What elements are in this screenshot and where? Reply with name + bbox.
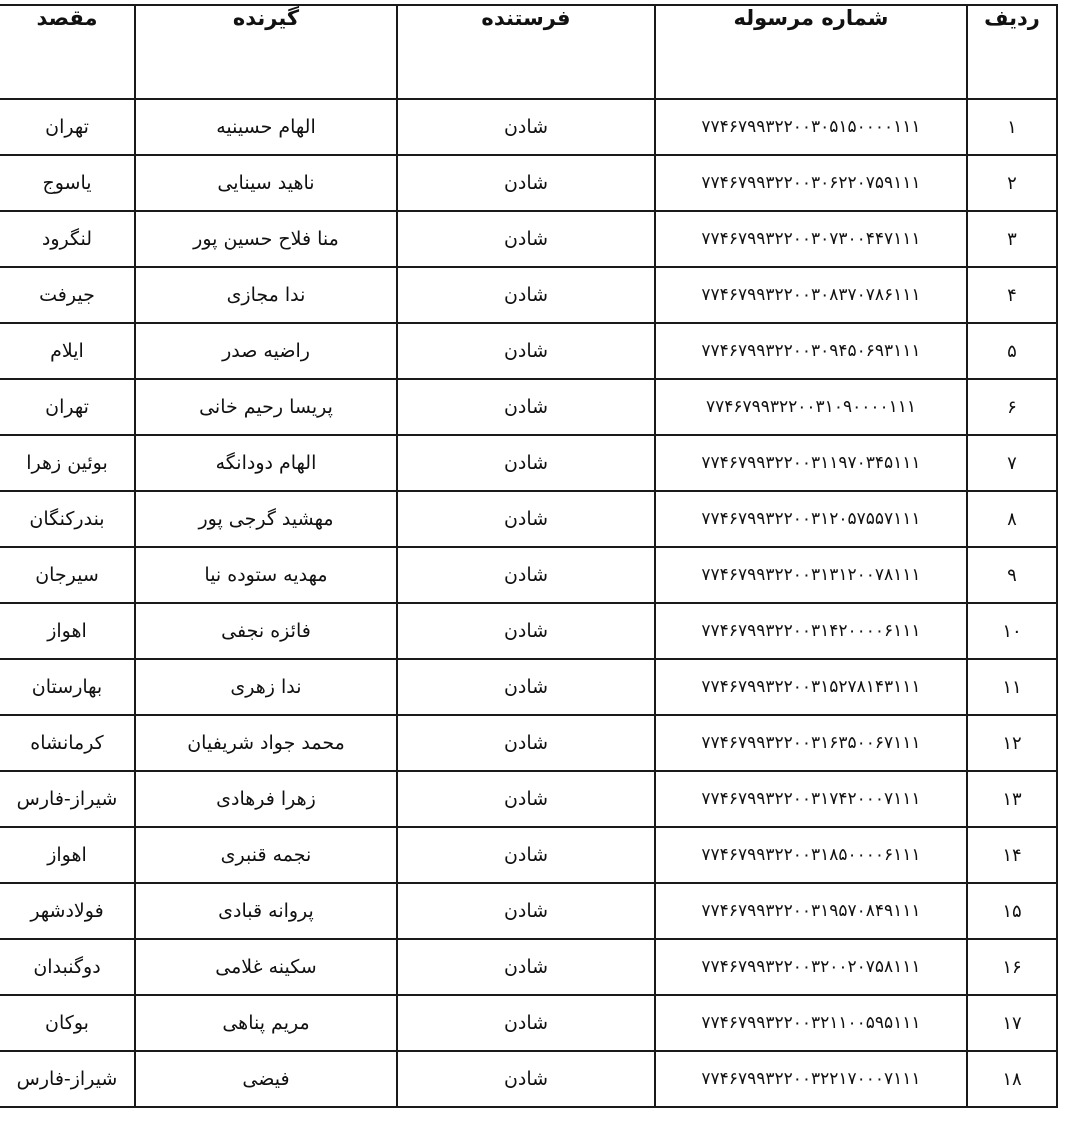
sender-cell: شادن [397, 1051, 655, 1107]
destination-cell: شیراز-فارس [0, 1051, 135, 1107]
table-row [0, 883, 1057, 939]
tracking-number-cell: ۷۷۴۶۷۹۹۳۲۲۰۰۳۱۸۵۰۰۰۰۶۱۱۱ [655, 827, 967, 883]
recipient-cell: پریسا رحیم خانی [135, 379, 397, 435]
tracking-number-cell: ۷۷۴۶۷۹۹۳۲۲۰۰۳۰۶۲۲۰۷۵۹۱۱۱ [655, 155, 967, 211]
row-number-cell: ۵ [967, 323, 1057, 379]
sender-cell: شادن [397, 715, 655, 771]
tracking-number-cell: ۷۷۴۶۷۹۹۳۲۲۰۰۳۲۰۰۲۰۷۵۸۱۱۱ [655, 939, 967, 995]
destination-cell: دوگنبدان [0, 939, 135, 995]
recipient-cell: فیضی [135, 1051, 397, 1107]
tracking-number-cell: ۷۷۴۶۷۹۹۳۲۲۰۰۳۱۷۴۲۰۰۰۷۱۱۱ [655, 771, 967, 827]
recipient-cell: مریم پناهی [135, 995, 397, 1051]
table-row [0, 547, 1057, 603]
sender-cell: شادن [397, 155, 655, 211]
table-row [0, 491, 1057, 547]
tracking-number-cell: ۷۷۴۶۷۹۹۳۲۲۰۰۳۱۵۲۷۸۱۴۳۱۱۱ [655, 659, 967, 715]
table-row [0, 323, 1057, 379]
recipient-cell: مهدیه ستوده نیا [135, 547, 397, 603]
destination-cell: بوکان [0, 995, 135, 1051]
destination-cell: اهواز [0, 827, 135, 883]
destination-cell: بوئین زهرا [0, 435, 135, 491]
table-row [0, 435, 1057, 491]
recipient-cell: پروانه قبادی [135, 883, 397, 939]
tracking-number-cell: ۷۷۴۶۷۹۹۳۲۲۰۰۳۰۷۳۰۰۴۴۷۱۱۱ [655, 211, 967, 267]
destination-cell: سیرجان [0, 547, 135, 603]
recipient-cell: ندا زهری [135, 659, 397, 715]
recipient-cell: سکینه غلامی [135, 939, 397, 995]
destination-cell: بندرکنگان [0, 491, 135, 547]
recipient-cell: نجمه قنبری [135, 827, 397, 883]
tracking-number-cell: ۷۷۴۶۷۹۹۳۲۲۰۰۳۱۳۱۲۰۰۷۸۱۱۱ [655, 547, 967, 603]
sender-cell: شادن [397, 995, 655, 1051]
tracking-number-cell: ۷۷۴۶۷۹۹۳۲۲۰۰۳۲۱۱۰۰۵۹۵۱۱۱ [655, 995, 967, 1051]
destination-cell: فولادشهر [0, 883, 135, 939]
header-recipient: گیرنده [135, 5, 397, 99]
sender-cell: شادن [397, 659, 655, 715]
destination-cell: تهران [0, 379, 135, 435]
table-row [0, 827, 1057, 883]
table-row [0, 939, 1057, 995]
header-tracking-number: شماره مرسوله [655, 5, 967, 99]
recipient-cell: راضیه صدر [135, 323, 397, 379]
destination-cell: تهران [0, 99, 135, 155]
row-number-cell: ۶ [967, 379, 1057, 435]
table-row [0, 267, 1057, 323]
row-number-cell: ۱ [967, 99, 1057, 155]
sender-cell: شادن [397, 771, 655, 827]
tracking-number-cell: ۷۷۴۶۷۹۹۳۲۲۰۰۳۱۲۰۵۷۵۵۷۱۱۱ [655, 491, 967, 547]
table-row [0, 1051, 1057, 1107]
shipments-table [0, 4, 1058, 1108]
tracking-number-cell: ۷۷۴۶۷۹۹۳۲۲۰۰۳۰۸۳۷۰۷۸۶۱۱۱ [655, 267, 967, 323]
table-row [0, 379, 1057, 435]
table-row [0, 995, 1057, 1051]
sender-cell: شادن [397, 211, 655, 267]
header-sender: فرستنده [397, 5, 655, 99]
sender-cell: شادن [397, 939, 655, 995]
header-destination: مقصد [0, 5, 135, 99]
row-number-cell: ۲ [967, 155, 1057, 211]
table-row [0, 771, 1057, 827]
table-row [0, 715, 1057, 771]
destination-cell: شیراز-فارس [0, 771, 135, 827]
sender-cell: شادن [397, 491, 655, 547]
recipient-cell: منا فلاح حسین پور [135, 211, 397, 267]
destination-cell: لنگرود [0, 211, 135, 267]
sender-cell: شادن [397, 99, 655, 155]
table-row [0, 99, 1057, 155]
destination-cell: یاسوج [0, 155, 135, 211]
destination-cell: جیرفت [0, 267, 135, 323]
row-number-cell: ۱۱ [967, 659, 1057, 715]
sender-cell: شادن [397, 323, 655, 379]
row-number-cell: ۷ [967, 435, 1057, 491]
tracking-number-cell: ۷۷۴۶۷۹۹۳۲۲۰۰۳۱۴۲۰۰۰۰۶۱۱۱ [655, 603, 967, 659]
recipient-cell: محمد جواد شریفیان [135, 715, 397, 771]
recipient-cell: الهام دودانگه [135, 435, 397, 491]
row-number-cell: ۱۳ [967, 771, 1057, 827]
row-number-cell: ۳ [967, 211, 1057, 267]
recipient-cell: مهشید گرجی پور [135, 491, 397, 547]
row-number-cell: ۱۲ [967, 715, 1057, 771]
table-header [0, 5, 1057, 99]
header-row-number: ردیف [967, 5, 1057, 99]
tracking-number-cell: ۷۷۴۶۷۹۹۳۲۲۰۰۳۰۵۱۵۰۰۰۰۱۱۱ [655, 99, 967, 155]
tracking-number-cell: ۷۷۴۶۷۹۹۳۲۲۰۰۳۲۲۱۷۰۰۰۷۱۱۱ [655, 1051, 967, 1107]
row-number-cell: ۱۷ [967, 995, 1057, 1051]
destination-cell: کرمانشاه [0, 715, 135, 771]
row-number-cell: ۱۶ [967, 939, 1057, 995]
sender-cell: شادن [397, 267, 655, 323]
recipient-cell: ندا مجازی [135, 267, 397, 323]
destination-cell: ایلام [0, 323, 135, 379]
row-number-cell: ۱۵ [967, 883, 1057, 939]
table-row [0, 155, 1057, 211]
table-row [0, 211, 1057, 267]
table-row [0, 603, 1057, 659]
destination-cell: اهواز [0, 603, 135, 659]
row-number-cell: ۴ [967, 267, 1057, 323]
recipient-cell: الهام حسینیه [135, 99, 397, 155]
row-number-cell: ۱۴ [967, 827, 1057, 883]
row-number-cell: ۱۰ [967, 603, 1057, 659]
sender-cell: شادن [397, 379, 655, 435]
row-number-cell: ۱۸ [967, 1051, 1057, 1107]
row-number-cell: ۹ [967, 547, 1057, 603]
table-row [0, 659, 1057, 715]
tracking-number-cell: ۷۷۴۶۷۹۹۳۲۲۰۰۳۱۰۹۰۰۰۰۱۱۱ [655, 379, 967, 435]
header-row [0, 5, 1057, 99]
recipient-cell: ناهید سینایی [135, 155, 397, 211]
tracking-number-cell: ۷۷۴۶۷۹۹۳۲۲۰۰۳۱۶۳۵۰۰۶۷۱۱۱ [655, 715, 967, 771]
sender-cell: شادن [397, 883, 655, 939]
sender-cell: شادن [397, 827, 655, 883]
recipient-cell: زهرا فرهادی [135, 771, 397, 827]
recipient-cell: فائزه نجفی [135, 603, 397, 659]
table-body [0, 99, 1057, 1107]
sender-cell: شادن [397, 603, 655, 659]
sender-cell: شادن [397, 547, 655, 603]
row-number-cell: ۸ [967, 491, 1057, 547]
tracking-number-cell: ۷۷۴۶۷۹۹۳۲۲۰۰۳۰۹۴۵۰۶۹۳۱۱۱ [655, 323, 967, 379]
tracking-number-cell: ۷۷۴۶۷۹۹۳۲۲۰۰۳۱۱۹۷۰۳۴۵۱۱۱ [655, 435, 967, 491]
destination-cell: بهارستان [0, 659, 135, 715]
sender-cell: شادن [397, 435, 655, 491]
tracking-number-cell: ۷۷۴۶۷۹۹۳۲۲۰۰۳۱۹۵۷۰۸۴۹۱۱۱ [655, 883, 967, 939]
